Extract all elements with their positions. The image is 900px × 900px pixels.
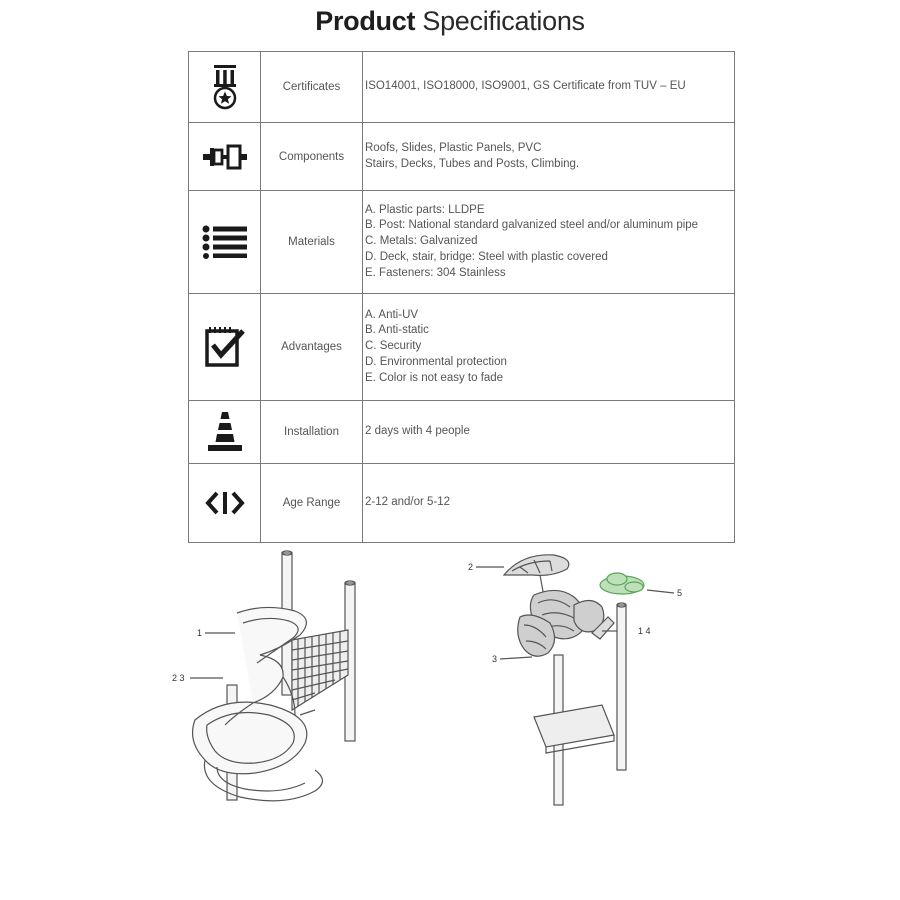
icon-cell bbox=[189, 123, 261, 191]
value-line: D. Environmental protection bbox=[365, 355, 507, 368]
row-value bbox=[363, 52, 735, 123]
value-line: E. Color is not easy to fade bbox=[365, 371, 504, 384]
callout-3: 3 bbox=[492, 654, 498, 664]
value-line: B. Anti-static bbox=[365, 324, 429, 337]
spiral-slide-diagram bbox=[165, 545, 380, 815]
table-row-components bbox=[189, 123, 735, 191]
medal-icon bbox=[211, 63, 239, 111]
value-line: ISO14001, ISO18000, ISO9001, GS Certificate from TUV – EU bbox=[365, 80, 686, 93]
leaf-climber-diagram bbox=[462, 545, 697, 810]
callout-5: 5 bbox=[677, 588, 683, 598]
row-value bbox=[363, 191, 735, 294]
icon-cell bbox=[189, 52, 261, 123]
row-value bbox=[363, 464, 735, 543]
specifications-table bbox=[188, 51, 735, 543]
value-line: 2-12 and/or 5-12 bbox=[365, 496, 451, 509]
value-line: B. Post: National standard galvanized steel and/or aluminum pipe bbox=[365, 219, 699, 232]
table-row-materials bbox=[189, 191, 735, 294]
row-label: Components bbox=[261, 123, 363, 191]
traffic-cone-icon bbox=[206, 411, 244, 453]
components-icon bbox=[202, 143, 248, 171]
list-icon bbox=[202, 225, 248, 259]
checklist-icon bbox=[203, 325, 247, 369]
icon-cell bbox=[189, 191, 261, 294]
value-line: Stairs, Decks, Tubes and Posts, Climbing. bbox=[365, 157, 580, 170]
value-line: E. Fasteners: 304 Stainless bbox=[365, 266, 506, 279]
value-line: C. Security bbox=[365, 340, 422, 353]
callout-1-4: 1 4 bbox=[638, 626, 651, 636]
icon-cell bbox=[189, 294, 261, 401]
value-line: C. Metals: Galvanized bbox=[365, 235, 478, 248]
value-line: A. Anti-UV bbox=[365, 308, 419, 321]
row-value bbox=[363, 123, 735, 191]
icon-cell bbox=[189, 464, 261, 543]
table-row-advantages bbox=[189, 294, 735, 401]
title-light: Specifications bbox=[422, 6, 585, 36]
value-line: A. Plastic parts: LLDPE bbox=[365, 203, 485, 216]
value-line: 2 days with 4 people bbox=[365, 425, 470, 438]
row-label: Certificates bbox=[261, 52, 363, 123]
value-line: D. Deck, stair, bridge: Steel with plastic covered bbox=[365, 250, 608, 263]
callout-2: 2 bbox=[468, 562, 474, 572]
title-bold: Product bbox=[315, 6, 416, 36]
table-row-age-range bbox=[189, 464, 735, 543]
page-title bbox=[0, 6, 900, 37]
row-label: Materials bbox=[261, 191, 363, 294]
callout-1: 1 bbox=[197, 628, 203, 638]
table-row-installation bbox=[189, 401, 735, 464]
row-label: Advantages bbox=[261, 294, 363, 401]
row-value bbox=[363, 401, 735, 464]
table-row-certificates bbox=[189, 52, 735, 123]
row-value bbox=[363, 294, 735, 401]
icon-cell bbox=[189, 401, 261, 464]
value-line: Roofs, Slides, Plastic Panels, PVC bbox=[365, 141, 542, 154]
row-label: Age Range bbox=[261, 464, 363, 543]
code-brackets-icon bbox=[205, 490, 245, 516]
row-label: Installation bbox=[261, 401, 363, 464]
callout-2-3: 2 3 bbox=[172, 673, 185, 683]
